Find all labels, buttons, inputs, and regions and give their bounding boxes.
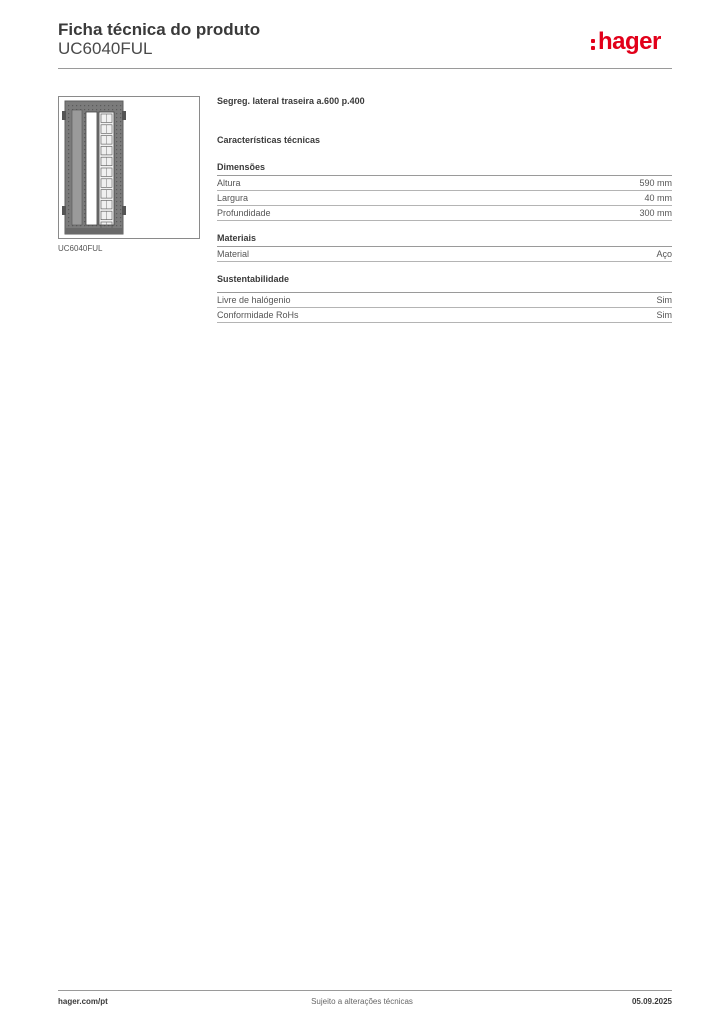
spec-row — [217, 308, 672, 323]
spec-label: Profundidade — [217, 208, 271, 218]
spec-group-sustainability — [217, 274, 672, 323]
spec-label: Altura — [217, 178, 241, 188]
spec-row — [217, 176, 672, 191]
spec-value: 590 mm — [639, 178, 672, 188]
specs-title: Características técnicas — [217, 135, 321, 145]
product-details — [217, 96, 672, 335]
footer-divider — [58, 990, 672, 991]
spec-label: Material — [217, 249, 250, 259]
page-title: Ficha técnica do produto — [58, 20, 261, 39]
segregation-panel-icon — [59, 97, 201, 240]
spec-value: 300 mm — [639, 208, 672, 218]
spec-group-title: Dimensões — [217, 162, 672, 176]
spec-value: Sim — [656, 295, 672, 305]
spec-value: Sim — [656, 310, 672, 320]
spec-value: Aço — [656, 249, 672, 259]
spec-row — [217, 247, 672, 262]
logo-text: hager — [598, 28, 661, 55]
spec-label: Conformidade RoHs — [217, 310, 299, 320]
spec-row — [217, 206, 672, 221]
spec-group-dimensions — [217, 162, 672, 221]
spec-value: 40 mm — [644, 193, 672, 203]
hager-logo — [591, 28, 661, 56]
header-divider — [58, 68, 672, 69]
product-name: Segreg. lateral traseira a.600 p.400 — [217, 96, 365, 106]
logo-dots-icon — [591, 33, 597, 51]
spec-row — [217, 191, 672, 206]
spec-label: Livre de halógenio — [217, 295, 291, 305]
footer-website-link[interactable]: hager.com/pt — [58, 997, 108, 1006]
product-image — [58, 96, 200, 239]
product-code-heading: UC6040FUL — [58, 39, 153, 58]
spec-label: Largura — [217, 193, 249, 203]
footer-notice: Sujeito a alterações técnicas — [311, 997, 413, 1006]
spec-group-materials — [217, 233, 672, 262]
spec-group-title: Materiais — [217, 233, 672, 247]
footer-date: 05.09.2025 — [631, 997, 672, 1006]
spec-group-title: Sustentabilidade — [217, 274, 290, 284]
spec-row — [217, 292, 672, 308]
product-image-caption: UC6040FUL — [58, 244, 103, 253]
